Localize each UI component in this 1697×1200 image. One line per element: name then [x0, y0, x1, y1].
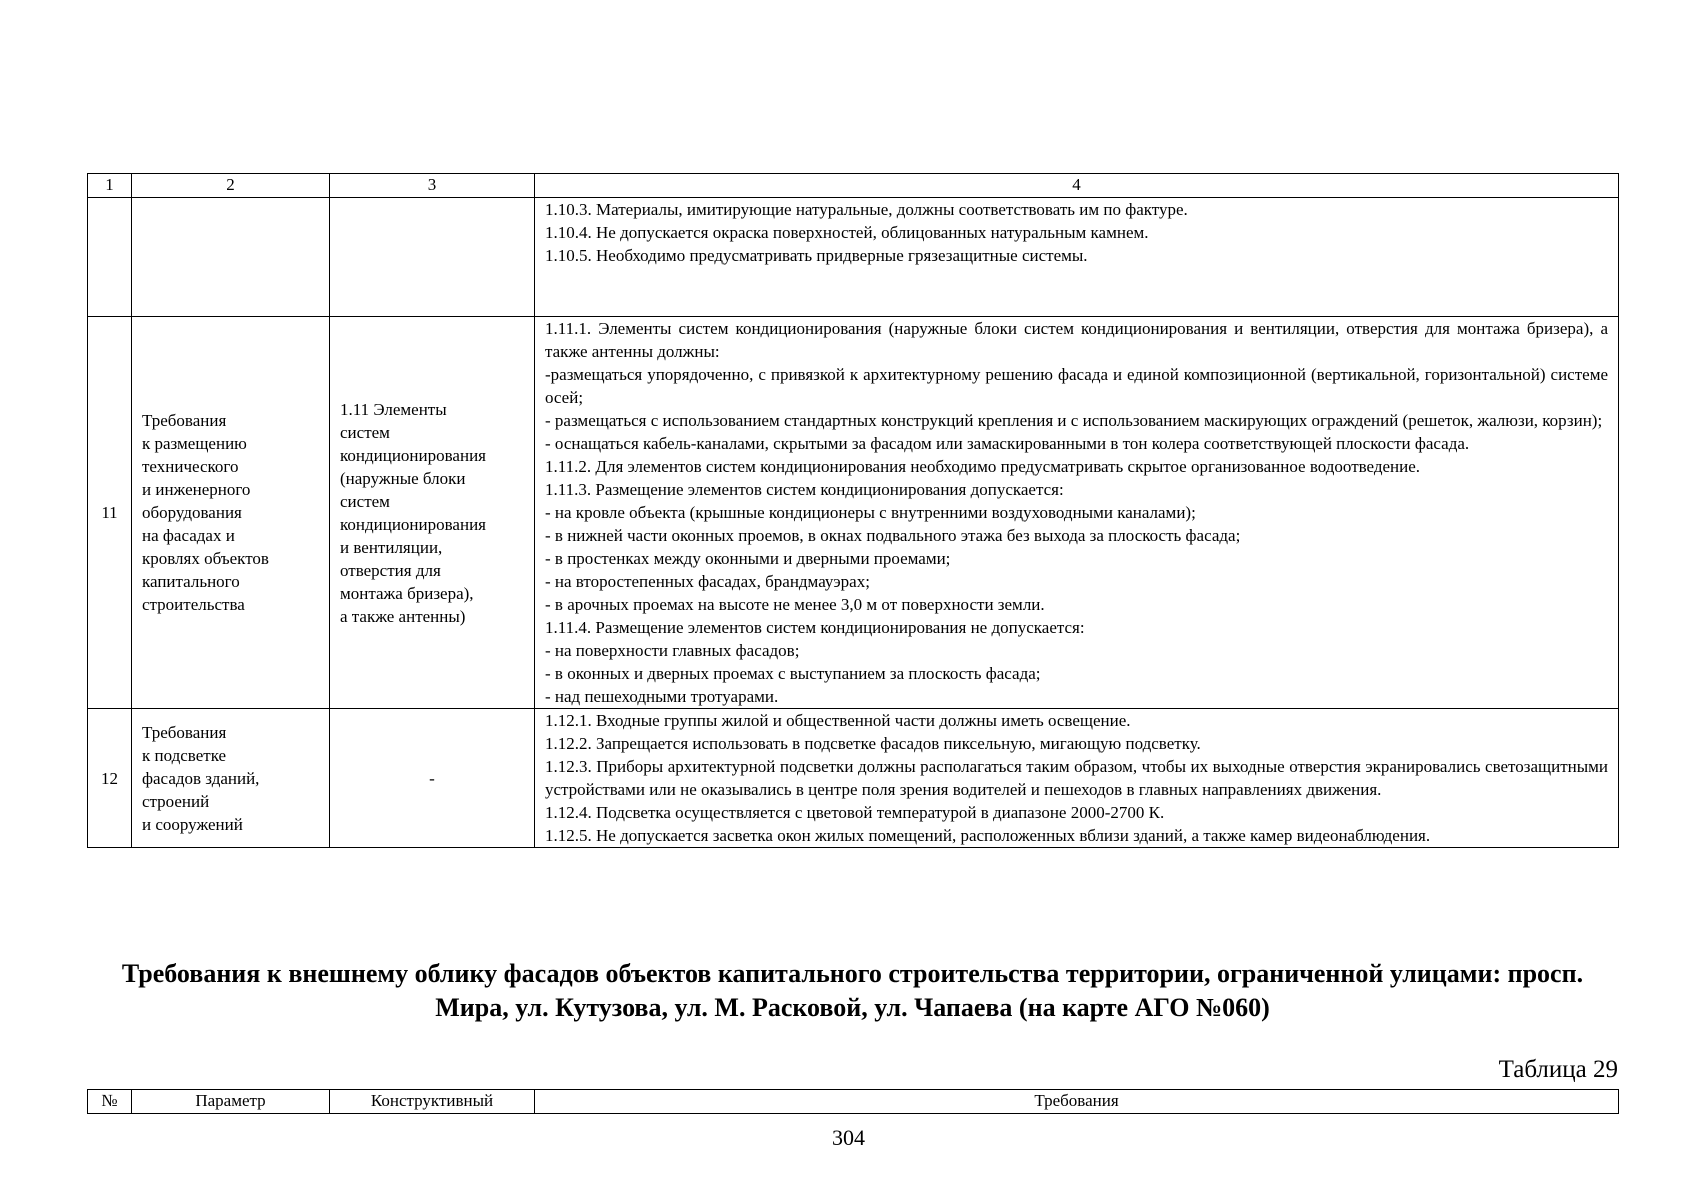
header-cell-requirements: Требования	[535, 1090, 1619, 1114]
row-number-cell: 12	[88, 709, 132, 848]
requirements-table	[87, 173, 1619, 848]
requirement-line: 1.12.3. Приборы архитектурной подсветки должны располагаться таким образом, чтобы их выходные отверстия экранировались светозащитными устройствами или не оказывались в центре поля зрения водителей и пешеходов в главных направлениях движения.	[545, 757, 1608, 799]
requirement-line: - над пешеходными тротуарами.	[545, 687, 779, 706]
table-row-12	[88, 709, 1619, 848]
table-row-11	[88, 317, 1619, 709]
page-number: 304	[832, 1125, 865, 1150]
requirement-line: - размещаться с использованием стандартных конструкций крепления и с использованием маскирующих ограждений (решеток, жалюзи, корзин);	[545, 411, 1603, 430]
requirement-line: 1.11.3. Размещение элементов систем кондиционирования допускается:	[545, 480, 1064, 499]
requirement-line: - оснащаться кабель-каналами, скрытыми за фасадом или замаскированными в тон колера соответствующей плоскости фасада.	[545, 434, 1470, 453]
requirement-line: - на поверхности главных фасадов;	[545, 641, 800, 660]
requirement-line: -размещаться упорядоченно, с привязкой к архитектурному решению фасада и единой композиционной (вертикальной, горизонтальной) системе осей;	[545, 365, 1608, 407]
requirement-line: 1.10.3. Материалы, имитирующие натуральные, должны соответствовать им по фактуре.	[545, 200, 1188, 219]
next-table-header-row	[88, 1090, 1619, 1114]
requirements-cell	[535, 709, 1619, 848]
requirements-cell	[535, 198, 1619, 317]
row-number-cell: 11	[88, 317, 132, 709]
structural-element-cell: 1.11 Элементы систем кондиционирования (наружные блоки систем кондиционирования и вентиляции, отверстия для монтажа бризера), а также антенны)	[330, 317, 535, 709]
requirement-line: 1.12.1. Входные группы жилой и общественной части должны иметь освещение.	[545, 711, 1131, 730]
structural-element-cell	[330, 198, 535, 317]
header-cell-2: 2	[132, 174, 330, 198]
parameter-cell: Требования к размещению технического и инженерного оборудования на фасадах и кровлях объектов капитального строительства	[132, 317, 330, 709]
requirement-line: 1.10.4. Не допускается окраска поверхностей, облицованных натуральным камнем.	[545, 223, 1149, 242]
header-cell-number: №	[88, 1090, 132, 1114]
requirement-line: - в нижней части оконных проемов, в окнах подвального этажа без выхода за плоскость фасада;	[545, 526, 1241, 545]
requirement-line: - в простенках между оконными и дверными проемами;	[545, 549, 951, 568]
next-table-header	[87, 1089, 1619, 1114]
requirement-line: 1.12.4. Подсветка осуществляется с цветовой температурой в диапазоне 2000-2700 К.	[545, 803, 1165, 822]
requirements-cell	[535, 317, 1619, 709]
requirement-line: 1.12.5. Не допускается засветка окон жилых помещений, расположенных вблизи зданий, а также камер видеонаблюдения.	[545, 826, 1431, 845]
section-heading: Требования к внешнему облику фасадов объектов капитального строительства территории, ограниченной улицами: просп. Мира, ул. Кутузова, ул. М. Расковой, ул. Чапаева (на карте АГО №060)	[121, 959, 1584, 1022]
requirement-line: 1.11.4. Размещение элементов систем кондиционирования не допускается:	[545, 618, 1085, 637]
header-cell-1: 1	[88, 174, 132, 198]
requirement-line: - в оконных и дверных проемах с выступанием за плоскость фасада;	[545, 664, 1041, 683]
table-caption: Таблица 29	[1498, 1056, 1618, 1083]
requirement-line: 1.10.5. Необходимо предусматривать придверные грязезащитные системы.	[545, 246, 1088, 265]
requirement-line: - в арочных проемах на высоте не менее 3,0 м от поверхности земли.	[545, 595, 1045, 614]
header-cell-4: 4	[535, 174, 1619, 198]
requirement-line: 1.11.1. Элементы систем кондиционирования (наружные блоки систем кондиционирования и вентиляции, отверстия для монтажа бризера), а также антенны должны:	[545, 319, 1608, 361]
header-cell-parameter: Параметр	[132, 1090, 330, 1114]
structural-element-cell: -	[330, 709, 535, 848]
table-row-continuation	[88, 198, 1619, 317]
requirement-line: - на кровле объекта (крышные кондиционеры с внутренними воздуховодными каналами);	[545, 503, 1196, 522]
header-cell-structural: Конструктивный	[330, 1090, 535, 1114]
requirement-line: - на второстепенных фасадах, брандмауэрах;	[545, 572, 870, 591]
requirement-line: 1.11.2. Для элементов систем кондиционирования необходимо предусматривать скрытое организованное водоотведение.	[545, 457, 1421, 476]
row-number-cell	[88, 198, 132, 317]
parameter-cell: Требования к подсветке фасадов зданий, строений и сооружений	[132, 709, 330, 848]
table-header-row	[88, 174, 1619, 198]
parameter-cell	[132, 198, 330, 317]
requirement-line: 1.12.2. Запрещается использовать в подсветке фасадов пиксельную, мигающую подсветку.	[545, 734, 1201, 753]
header-cell-3: 3	[330, 174, 535, 198]
